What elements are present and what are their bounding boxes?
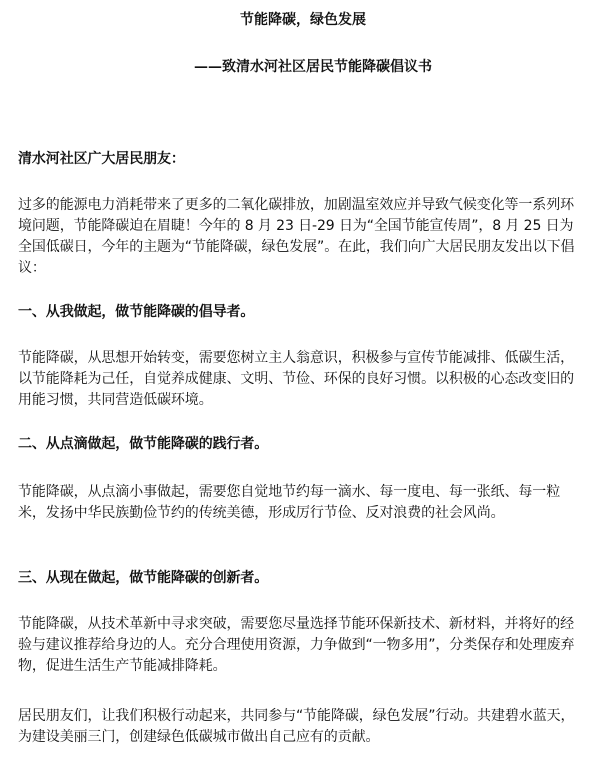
section-body-2: 节能降碳，从点滴小事做起，需要您自觉地节约每一滴水、每一度电、每一张纸、每一粒米，发扬中华民族勤俭节约的传统美德，形成厉行节俭、反对浪费的社会风尚。 xyxy=(18,484,561,521)
document-title: 节能降碳，绿色发展 xyxy=(240,12,366,28)
salutation: 清水河社区广大居民朋友： xyxy=(18,151,185,167)
section-body-1: 节能降碳，从思想开始转变，需要您树立主人翁意识，积极参与宣传节能减排、低碳生活，以节能降耗为己任，自觉养成健康、文明、节俭、环保的良好习惯。以积极的心态改变旧的用能习惯，共同营造低碳环境。 xyxy=(18,350,574,408)
section-heading-3: 三、从现在做起，做节能降碳的创新者。 xyxy=(18,570,269,586)
intro-paragraph: 过多的能源电力消耗带来了更多的二氧化碳排放，加剧温室效应并导致气候变化等一系列环境问题，节能降碳迫在眉睫！今年的 8 月 23 日-29 日为“全国节能宣传周”，8 月 25 日为全国低碳日，今年的主题为“节能降碳，绿色发展”。在此，我们向广大居民朋友发出以下倡议： xyxy=(18,197,575,276)
document-subtitle: ——致清水河社区居民节能降碳倡议书 xyxy=(194,59,432,75)
section-heading-1: 一、从我做起，做节能降碳的倡导者。 xyxy=(18,304,255,320)
closing-paragraph: 居民朋友们，让我们积极行动起来，共同参与“节能降碳，绿色发展”行动。共建碧水蓝天，为建设美丽三门，创建绿色低碳城市做出自己应有的贡献。 xyxy=(18,708,575,745)
section-heading-2: 二、从点滴做起，做节能降碳的践行者。 xyxy=(18,436,269,452)
section-body-3: 节能降碳，从技术革新中寻求突破，需要您尽量选择节能环保新技术、新材料，并将好的经验与建议推荐给身边的人。充分合理使用资源，力争做到“一物多用”，分类保存和处理废弃物，促进生活生产节能减排降耗。 xyxy=(18,616,575,674)
